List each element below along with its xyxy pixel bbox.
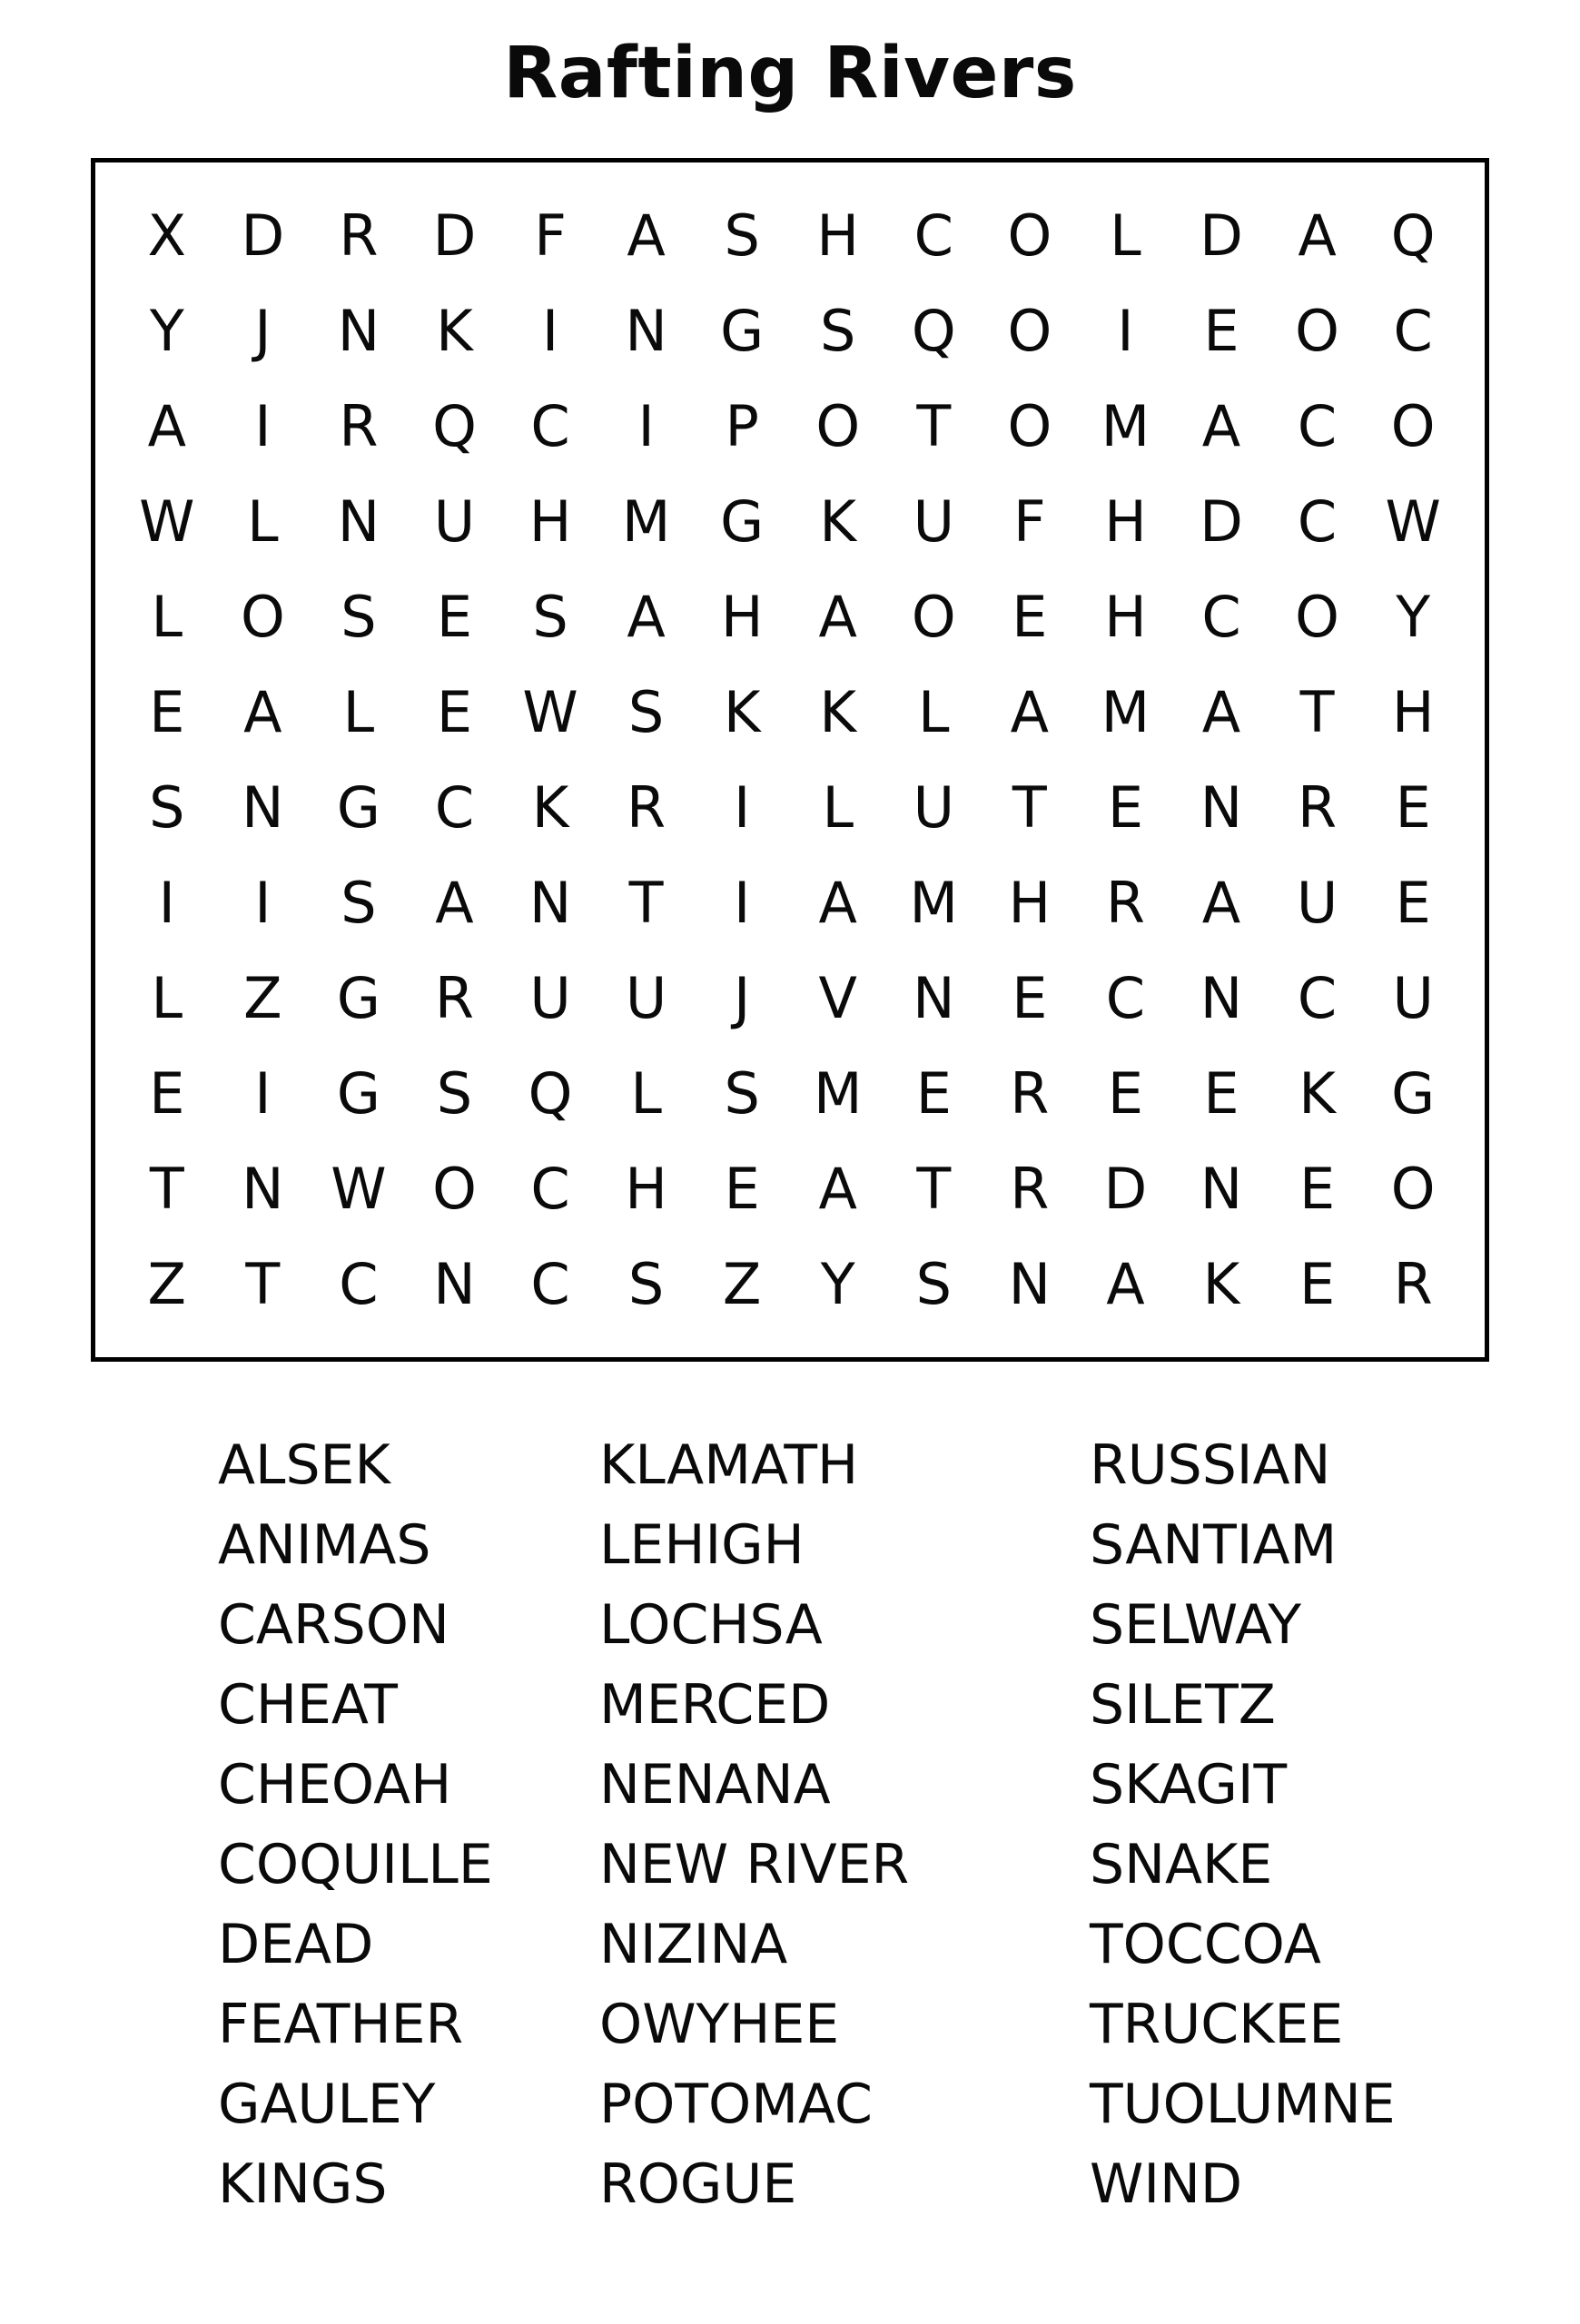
letter-cell[interactable]: N [337,298,380,364]
word-list-item[interactable]: KLAMATH [599,1433,859,1497]
letter-cell[interactable]: J [734,965,751,1031]
word-list-item[interactable]: ALSEK [218,1433,390,1497]
word-list-item[interactable]: SKAGIT [1090,1753,1288,1817]
letter-grid-row [119,665,1461,760]
word-list-item[interactable]: CHEOAH [218,1753,452,1817]
letter-cell[interactable]: L [630,1060,662,1127]
word-list-column-1 [109,1425,599,2224]
letter-cell[interactable]: G [720,488,765,555]
letter-cell[interactable]: S [341,870,377,936]
letter-cell[interactable]: A [818,870,857,936]
letter-cell[interactable]: D [241,202,285,269]
word-list-item[interactable]: DEAD [218,1913,374,1976]
letter-cell[interactable]: R [627,774,667,841]
word-list [109,1425,1471,2224]
letter-cell[interactable]: N [242,774,284,841]
letter-cell[interactable]: O [911,584,956,650]
letter-cell[interactable]: U [1392,965,1434,1031]
letter-cell[interactable]: I [541,298,559,364]
letter-cell[interactable]: E [1395,870,1431,936]
letter-cell[interactable]: F [534,202,567,269]
word-list-item[interactable]: NENANA [599,1753,831,1817]
word-list-item[interactable]: ANIMAS [218,1513,431,1577]
letter-cell[interactable]: E [1012,584,1048,650]
letter-cell[interactable]: O [432,1156,477,1222]
letter-cell[interactable]: R [1393,1251,1433,1317]
letter-cell[interactable]: U [913,488,954,555]
letter-cell[interactable]: U [913,774,954,841]
letter-cell[interactable]: E [149,1060,185,1127]
letter-cell[interactable]: C [530,1156,570,1222]
letter-cell[interactable]: L [247,488,279,555]
letter-cell[interactable]: E [436,584,473,650]
letter-cell[interactable]: A [1106,1251,1145,1317]
letter-cell[interactable]: W [139,488,195,555]
letter-cell[interactable]: C [1297,488,1338,555]
letter-cell[interactable]: E [724,1156,760,1222]
letter-cell[interactable]: A [627,584,666,650]
letter-cell[interactable]: A [1010,679,1050,745]
letter-cell[interactable]: S [627,1251,665,1317]
letter-cell[interactable]: Z [147,1251,187,1317]
letter-cell[interactable]: O [1390,1156,1436,1222]
letter-grid-row [119,1046,1461,1141]
letter-cell[interactable]: D [432,202,477,269]
letter-cell[interactable]: O [815,393,861,459]
letter-cell[interactable]: E [1203,298,1239,364]
letter-cell[interactable]: K [436,298,473,364]
letter-cell[interactable]: E [1299,1251,1336,1317]
page-title: Rafting Rivers [503,33,1077,114]
letter-cell[interactable]: I [1117,298,1134,364]
letter-cell[interactable]: N [433,1251,476,1317]
word-search-grid [91,158,1489,1362]
letter-cell[interactable]: A [1201,870,1241,936]
letter-grid-body [119,188,1461,1332]
letter-grid-row [119,379,1461,474]
letter-cell[interactable]: E [1012,965,1048,1031]
letter-cell[interactable]: A [1201,393,1241,459]
letter-cell[interactable]: T [149,1156,184,1222]
letter-cell[interactable]: K [1299,1060,1336,1127]
letter-cell[interactable]: Z [243,965,282,1031]
letter-cell[interactable]: G [336,1060,380,1127]
letter-cell[interactable]: Y [820,1251,855,1317]
letter-cell[interactable]: A [243,679,282,745]
letter-cell[interactable]: Z [722,1251,762,1317]
letter-cell[interactable]: Q [1390,202,1436,269]
letter-cell[interactable]: E [1107,774,1143,841]
word-list-item[interactable]: SELWAY [1090,1593,1301,1657]
letter-cell[interactable]: T [245,1251,281,1317]
letter-cell[interactable]: U [433,488,476,555]
letter-cell[interactable]: S [724,1060,760,1127]
letter-cell[interactable]: Q [911,298,956,364]
word-list-item[interactable]: ROGUE [599,2152,797,2216]
letter-cell[interactable]: E [1203,1060,1239,1127]
word-list-item[interactable]: LOCHSA [599,1593,823,1657]
letter-cell[interactable]: A [435,870,474,936]
letter-cell[interactable]: D [1200,488,1243,555]
word-list-item[interactable]: TOCCOA [1090,1913,1321,1976]
letter-cell[interactable]: O [1007,298,1052,364]
letter-cell[interactable]: U [625,965,667,1031]
letter-cell[interactable]: N [242,1156,284,1222]
letter-cell[interactable]: W [331,1156,387,1222]
letter-cell[interactable]: S [436,1060,473,1127]
letter-grid-row [119,474,1461,569]
word-list-item[interactable]: LEHIGH [599,1513,805,1577]
letter-cell[interactable]: C [1297,965,1338,1031]
letter-cell[interactable]: W [1385,488,1441,555]
letter-cell[interactable]: H [720,584,764,650]
letter-cell[interactable]: R [1010,1156,1050,1222]
letter-cell[interactable]: P [725,393,759,459]
letter-cell[interactable]: Q [432,393,477,459]
letter-cell[interactable]: H [528,488,572,555]
letter-cell[interactable]: R [1105,870,1145,936]
letter-cell[interactable]: T [628,870,664,936]
letter-cell[interactable]: G [720,298,765,364]
letter-grid-row [119,569,1461,665]
letter-cell[interactable]: E [1299,1156,1336,1222]
letter-cell[interactable]: X [147,202,187,269]
letter-cell[interactable]: C [339,1251,379,1317]
letter-cell[interactable]: K [531,774,569,841]
letter-cell[interactable]: A [1201,679,1241,745]
letter-cell[interactable]: E [436,679,473,745]
letter-cell[interactable]: M [1101,679,1150,745]
letter-cell[interactable]: N [337,488,380,555]
letter-cell[interactable]: D [1103,1156,1148,1222]
letter-cell[interactable]: S [627,679,665,745]
letter-cell[interactable]: H [1008,870,1052,936]
letter-cell[interactable]: D [1200,202,1243,269]
letter-cell[interactable]: A [818,1156,857,1222]
letter-cell[interactable]: O [1390,393,1436,459]
letter-cell[interactable]: H [1104,584,1147,650]
letter-cell[interactable]: G [1391,1060,1436,1127]
letter-grid-row [119,855,1461,950]
letter-grid-row [119,1236,1461,1332]
letter-cell[interactable]: I [254,393,272,459]
letter-cell[interactable]: N [1200,774,1243,841]
letter-cell[interactable]: J [254,298,272,364]
letter-cell[interactable]: W [522,679,578,745]
letter-cell[interactable]: T [1012,774,1047,841]
word-list-column-2 [599,1425,1090,2224]
letter-cell[interactable]: K [819,679,857,745]
letter-cell[interactable]: L [342,679,375,745]
letter-cell[interactable]: I [734,870,751,936]
letter-cell[interactable]: O [240,584,285,650]
letter-cell[interactable]: U [529,965,571,1031]
letter-cell[interactable]: C [1393,298,1433,364]
letter-cell[interactable]: T [916,393,952,459]
word-list-item[interactable]: CARSON [218,1593,449,1657]
letter-cell[interactable]: L [1110,202,1141,269]
letter-grid-table [119,188,1461,1332]
word-list-item[interactable]: MERCED [599,1673,831,1737]
letter-cell[interactable]: H [1104,488,1147,555]
word-list-item[interactable]: OWYHEE [599,1993,840,2056]
word-list-item[interactable]: GAULEY [218,2073,436,2136]
letter-cell[interactable]: O [1007,393,1052,459]
letter-cell[interactable]: C [530,1251,570,1317]
letter-cell[interactable]: R [339,393,379,459]
letter-cell[interactable]: A [818,584,857,650]
letter-cell[interactable]: C [1105,965,1146,1031]
letter-cell[interactable]: H [1391,679,1435,745]
letter-cell[interactable]: R [1297,774,1338,841]
letter-grid-row [119,950,1461,1046]
letter-cell[interactable]: N [1008,1251,1052,1317]
letter-cell[interactable]: F [1013,488,1046,555]
letter-cell[interactable]: R [434,965,475,1031]
letter-cell[interactable]: I [637,393,655,459]
letter-cell[interactable]: K [819,488,857,555]
letter-cell[interactable]: S [915,1251,952,1317]
word-list-item[interactable]: KINGS [218,2152,388,2216]
letter-cell[interactable]: T [916,1156,952,1222]
letter-cell[interactable]: N [1200,1156,1243,1222]
word-list-item[interactable]: NIZINA [599,1913,788,1976]
word-list-item[interactable]: NEW RIVER [599,1833,910,1896]
letter-cell[interactable]: S [724,202,760,269]
letter-cell[interactable]: G [336,774,380,841]
word-list-item[interactable]: POTOMAC [599,2073,873,2136]
word-list-item[interactable]: SILETZ [1090,1673,1276,1737]
letter-cell[interactable]: H [625,1156,667,1222]
letter-cell[interactable]: L [822,774,854,841]
letter-cell[interactable]: N [625,298,667,364]
letter-cell[interactable]: A [627,202,666,269]
letter-grid-row [119,1141,1461,1236]
word-list-item[interactable]: RUSSIAN [1090,1433,1331,1497]
letter-cell[interactable]: S [820,298,856,364]
letter-cell[interactable]: I [254,870,272,936]
letter-cell[interactable]: T [1299,679,1335,745]
letter-cell[interactable]: Y [1396,584,1431,650]
letter-grid-row [119,760,1461,855]
letter-cell[interactable]: R [1010,1060,1050,1127]
letter-cell[interactable]: N [1200,965,1243,1031]
letter-cell[interactable]: Q [528,1060,573,1127]
letter-cell[interactable]: O [1295,298,1339,364]
letter-cell[interactable]: O [1295,584,1339,650]
letter-cell[interactable]: H [816,202,860,269]
letter-cell[interactable]: C [434,774,475,841]
letter-cell[interactable]: C [1201,584,1241,650]
letter-cell[interactable]: V [818,965,857,1031]
word-list-item[interactable]: SANTIAM [1090,1513,1338,1577]
letter-cell[interactable]: E [149,679,185,745]
letter-cell[interactable]: S [341,584,377,650]
letter-cell[interactable]: C [1297,393,1338,459]
word-list-item[interactable]: TUOLUMNE [1090,2073,1396,2136]
letter-cell[interactable]: M [621,488,671,555]
letter-grid-row [119,188,1461,283]
letter-cell[interactable]: R [339,202,379,269]
letter-cell[interactable]: I [254,1060,272,1127]
letter-cell[interactable]: I [158,870,175,936]
letter-cell[interactable]: L [918,679,950,745]
letter-cell[interactable]: E [1395,774,1431,841]
letter-cell[interactable]: A [147,393,186,459]
word-list-column-3 [1090,1425,1471,2224]
letter-cell[interactable]: K [1202,1251,1240,1317]
letter-cell[interactable]: L [151,584,183,650]
letter-cell[interactable]: C [530,393,570,459]
letter-cell[interactable]: M [1101,393,1150,459]
word-list-item[interactable]: COQUILLE [218,1833,493,1896]
letter-cell[interactable]: C [913,202,953,269]
letter-cell[interactable]: U [1296,870,1338,936]
word-list-item[interactable]: TRUCKEE [1090,1993,1344,2056]
letter-cell[interactable]: K [723,679,761,745]
letter-cell[interactable]: N [528,870,572,936]
letter-cell[interactable]: S [532,584,568,650]
word-list-item[interactable]: SNAKE [1090,1833,1273,1896]
word-list-item[interactable]: CHEAT [218,1673,398,1737]
letter-cell[interactable]: E [915,1060,952,1127]
letter-cell[interactable]: M [909,870,959,936]
letter-cell[interactable]: S [149,774,185,841]
word-list-item[interactable]: FEATHER [218,1993,464,2056]
word-list-item[interactable]: WIND [1090,2152,1243,2216]
letter-cell[interactable]: A [1298,202,1337,269]
letter-cell[interactable]: N [913,965,955,1031]
letter-cell[interactable]: O [1007,202,1052,269]
letter-cell[interactable]: I [734,774,751,841]
letter-cell[interactable]: M [813,1060,863,1127]
letter-cell[interactable]: E [1107,1060,1143,1127]
letter-cell[interactable]: G [336,965,380,1031]
letter-cell[interactable]: Y [149,298,184,364]
letter-cell[interactable]: L [151,965,183,1031]
letter-grid-row [119,283,1461,379]
